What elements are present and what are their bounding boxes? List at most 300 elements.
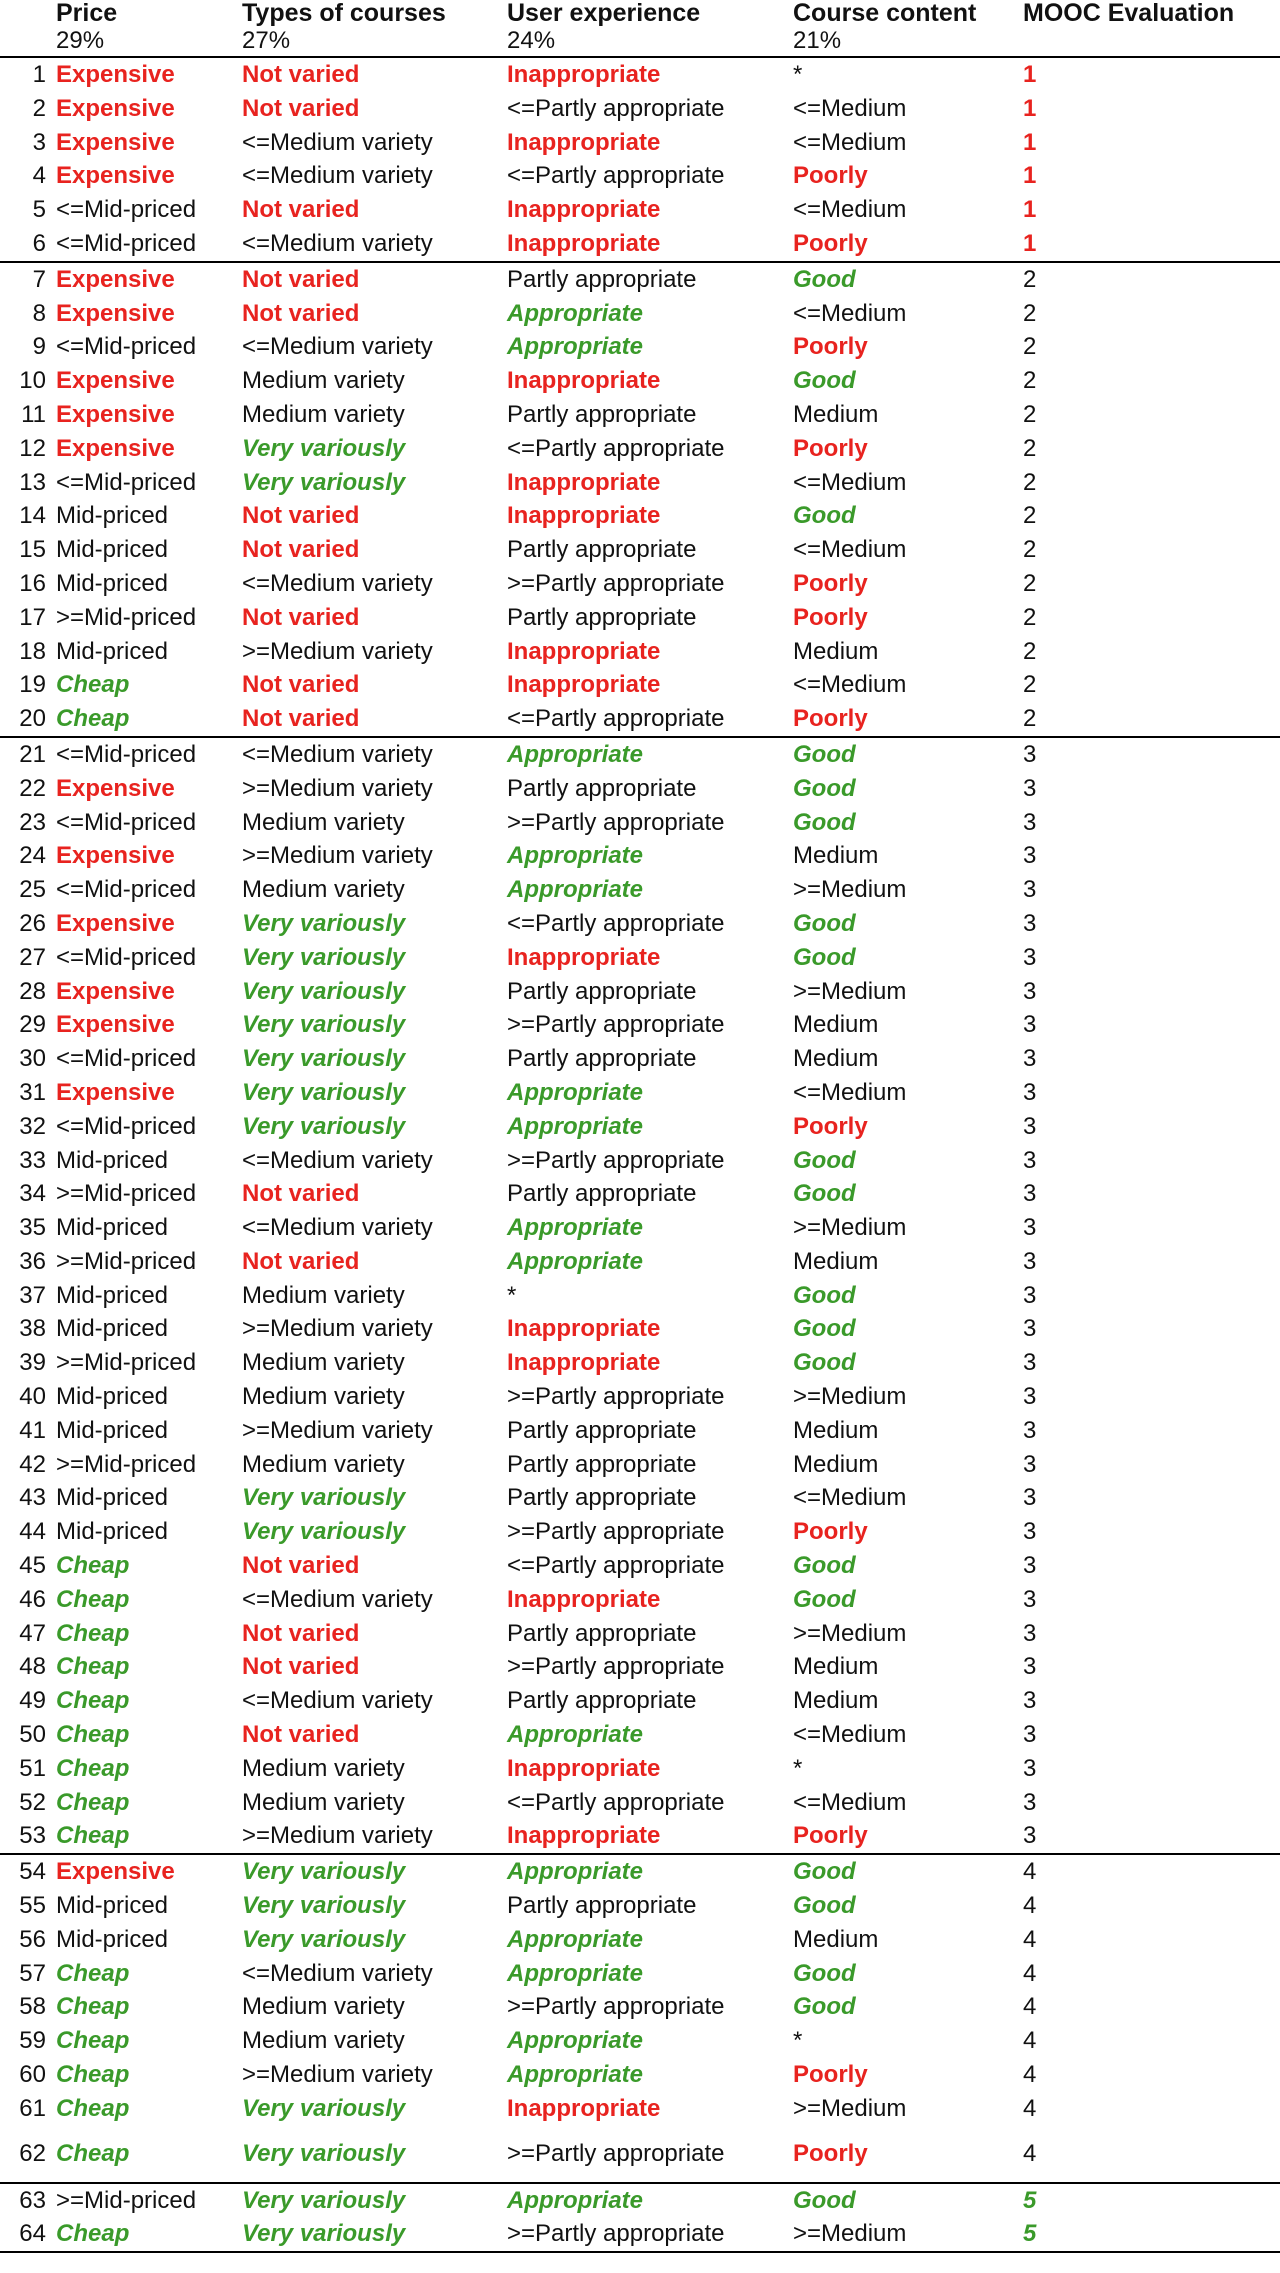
user-experience-cell: Appropriate [503, 2183, 789, 2218]
evaluation-cell: 2 [1023, 603, 1037, 631]
types-cell: Not varied [242, 1653, 360, 1681]
header-types: Types of courses [242, 0, 446, 26]
row-number: 31 [19, 1078, 46, 1106]
price-cell: >=Mid-priced [56, 603, 197, 631]
course-content-cell: Poorly [793, 434, 868, 462]
price-cell: Cheap [56, 2139, 130, 2167]
evaluation-cell: 3 [1023, 1484, 1037, 1512]
evaluation-cell: 2 [1019, 262, 1280, 297]
row-number: 61 [19, 2094, 46, 2122]
table-row [0, 1957, 1280, 1991]
course-content-cell: Medium [793, 1045, 879, 1073]
types-cell: Very variously [242, 1011, 406, 1039]
user-experience-cell: Appropriate [507, 1112, 644, 1140]
table-row [0, 635, 1280, 669]
price-cell: Cheap [56, 2027, 130, 2055]
user-experience-cell: Partly appropriate [507, 1484, 697, 1512]
types-cell: Not varied [242, 603, 360, 631]
course-content-cell: Good [793, 502, 856, 530]
course-content-cell: Poorly [793, 1112, 868, 1140]
price-cell: Cheap [52, 2217, 238, 2252]
evaluation-cell: 3 [1023, 1552, 1037, 1580]
user-experience-cell: Inappropriate [507, 502, 661, 530]
user-experience-cell: >=Partly appropriate [507, 808, 725, 836]
price-cell: Expensive [56, 1078, 175, 1106]
course-content-cell: <=Medium [793, 299, 907, 327]
evaluation-cell: 3 [1023, 1822, 1037, 1850]
price-cell: >=Mid-priced [52, 2183, 238, 2218]
evaluation-cell: 3 [1023, 1585, 1037, 1613]
table-row [0, 941, 1280, 975]
course-content-cell: Medium [793, 637, 879, 665]
user-experience-cell: Appropriate [507, 2061, 644, 2089]
row-number: 5 [32, 196, 46, 224]
price-cell: Mid-priced [56, 1383, 169, 1411]
types-cell: <=Medium variety [242, 1959, 433, 1987]
table-row [0, 262, 1280, 297]
user-experience-cell: <=Partly appropriate [507, 94, 725, 122]
evaluation-cell: 4 [1023, 1959, 1037, 1987]
evaluation-cell: 4 [1023, 2027, 1037, 2055]
course-content-cell: Poorly [793, 1822, 868, 1850]
course-content-cell: Medium [793, 1247, 879, 1275]
types-cell: Not varied [242, 705, 360, 733]
user-experience-cell: <=Partly appropriate [507, 1552, 725, 1580]
types-cell: Not varied [242, 671, 360, 699]
evaluation-cell: 3 [1023, 1281, 1037, 1309]
table-row [0, 567, 1280, 601]
evaluation-cell: 3 [1023, 1518, 1037, 1546]
course-content-cell: <=Medium [793, 1788, 907, 1816]
row-number: 64 [0, 2217, 52, 2252]
types-cell: <=Medium variety [242, 162, 433, 190]
evaluation-cell: 2 [1023, 367, 1037, 395]
price-cell: Mid-priced [56, 637, 169, 665]
evaluation-cell: 1 [1023, 196, 1037, 224]
course-content-cell: Medium [793, 1925, 879, 1953]
types-cell: <=Medium variety [242, 569, 433, 597]
price-cell: <=Mid-priced [56, 876, 197, 904]
price-cell: Cheap [56, 1687, 130, 1715]
table-row [0, 975, 1280, 1009]
evaluation-cell: 3 [1023, 1450, 1037, 1478]
evaluation-cell: 4 [1023, 2061, 1037, 2089]
user-experience-cell: >=Partly appropriate [507, 2139, 725, 2167]
evaluation-cell: 2 [1023, 705, 1037, 733]
types-cell: Not varied [242, 61, 360, 88]
types-cell: Very variously [242, 909, 406, 937]
evaluation-cell: 1 [1023, 128, 1037, 156]
row-number: 8 [32, 299, 46, 327]
price-cell: Cheap [56, 2061, 130, 2089]
user-experience-cell: Partly appropriate [507, 774, 697, 802]
row-number: 16 [19, 569, 46, 597]
table-row [0, 1481, 1280, 1515]
course-content-cell: Medium [793, 1011, 879, 1039]
user-experience-cell: Inappropriate [507, 671, 661, 699]
course-content-cell: Medium [793, 1687, 879, 1715]
row-number: 21 [0, 737, 52, 772]
price-cell: Mid-priced [56, 502, 169, 530]
table-row [0, 772, 1280, 806]
table-row [0, 1279, 1280, 1313]
course-content-cell: >=Medium [793, 1214, 907, 1242]
user-experience-cell: * [507, 1281, 517, 1309]
evaluation-cell: 3 [1023, 1078, 1037, 1106]
row-number: 27 [19, 943, 46, 971]
course-content-cell: * [793, 1754, 803, 1782]
row-number: 23 [19, 808, 46, 836]
price-cell: <=Mid-priced [56, 196, 197, 224]
row-number: 33 [19, 1146, 46, 1174]
user-experience-cell: <=Partly appropriate [507, 434, 725, 462]
user-experience-cell: Partly appropriate [507, 1180, 697, 1208]
row-number: 17 [19, 603, 46, 631]
evaluation-cell: 3 [1023, 876, 1037, 904]
row-number: 37 [19, 1281, 46, 1309]
price-cell: <=Mid-priced [56, 1112, 197, 1140]
types-cell: Very variously [242, 943, 406, 971]
price-cell: <=Mid-priced [56, 1045, 197, 1073]
course-content-cell: Poorly [793, 2139, 868, 2167]
evaluation-cell: 3 [1023, 774, 1037, 802]
evaluation-cell: 3 [1023, 909, 1037, 937]
user-experience-cell: Appropriate [507, 876, 644, 904]
price-cell: Cheap [56, 1822, 130, 1850]
course-content-cell: Good [793, 1959, 856, 1987]
row-number: 54 [0, 1854, 52, 1889]
course-content-cell: Good [793, 1993, 856, 2021]
price-cell: Mid-priced [56, 1892, 169, 1920]
row-number: 57 [19, 1959, 46, 1987]
row-number: 46 [19, 1585, 46, 1613]
evaluation-cell: 3 [1023, 1416, 1037, 1444]
user-experience-cell: Appropriate [507, 1721, 644, 1749]
table-row [0, 806, 1280, 840]
table-row [0, 1245, 1280, 1279]
user-experience-cell: >=Partly appropriate [503, 2217, 789, 2252]
types-cell: <=Medium variety [242, 1585, 433, 1613]
price-cell: Expensive [56, 842, 175, 870]
types-cell: >=Medium variety [242, 1822, 433, 1850]
types-cell: Very variously [242, 1925, 406, 1953]
price-cell: Expensive [56, 909, 175, 937]
user-experience-cell: Appropriate [507, 333, 644, 361]
row-number: 35 [19, 1214, 46, 1242]
row-number: 60 [19, 2061, 46, 2089]
user-experience-cell: Inappropriate [507, 128, 661, 156]
course-content-cell: Poorly [793, 2061, 868, 2089]
header-row [0, 0, 1280, 26]
price-cell: Mid-priced [56, 1925, 169, 1953]
evaluation-cell: 4 [1023, 2094, 1037, 2122]
row-number: 25 [19, 876, 46, 904]
user-experience-cell: Partly appropriate [507, 1687, 697, 1715]
row-number: 13 [19, 468, 46, 496]
course-content-cell: Good [793, 808, 856, 836]
table-body [0, 57, 1280, 2252]
types-cell: Very variously [242, 1518, 406, 1546]
price-cell: Mid-priced [56, 1146, 169, 1174]
types-cell: <=Medium variety [242, 1687, 433, 1715]
row-number: 56 [19, 1925, 46, 1953]
evaluation-cell: 4 [1023, 1925, 1037, 1953]
evaluation-cell: 2 [1023, 671, 1037, 699]
user-experience-cell: Appropriate [503, 1854, 789, 1889]
evaluation-cell: 3 [1023, 1349, 1037, 1377]
course-content-cell: Poorly [793, 229, 868, 257]
table-row [0, 1346, 1280, 1380]
row-number: 42 [19, 1450, 46, 1478]
row-number: 41 [19, 1416, 46, 1444]
weight-mooc-evaluation [1019, 26, 1280, 57]
price-cell: Cheap [56, 1721, 130, 1749]
user-experience-cell: Inappropriate [507, 1349, 661, 1377]
row-number: 48 [19, 1653, 46, 1681]
user-experience-cell: <=Partly appropriate [507, 909, 725, 937]
course-content-cell: <=Medium [793, 468, 907, 496]
price-cell: Cheap [56, 1653, 130, 1681]
types-cell: Medium variety [242, 1349, 405, 1377]
row-number: 24 [19, 842, 46, 870]
types-cell: <=Medium variety [242, 229, 433, 257]
evaluation-cell: 4 [1019, 1854, 1280, 1889]
course-content-cell: Good [793, 1349, 856, 1377]
evaluation-cell: 3 [1023, 1112, 1037, 1140]
evaluation-cell: 2 [1023, 400, 1037, 428]
types-cell: <=Medium variety [242, 128, 433, 156]
course-content-cell: Poorly [793, 569, 868, 597]
row-number: 59 [19, 2027, 46, 2055]
price-cell: Cheap [56, 705, 130, 733]
price-cell: Expensive [52, 1854, 238, 1889]
types-cell: Very variously [242, 1484, 406, 1512]
row-number: 1 [32, 61, 46, 88]
price-cell: Cheap [56, 1619, 130, 1647]
user-experience-cell: <=Partly appropriate [507, 162, 725, 190]
price-cell: Expensive [52, 262, 238, 297]
price-cell: Cheap [56, 1552, 130, 1580]
table-row [0, 1008, 1280, 1042]
user-experience-cell: Inappropriate [507, 61, 661, 88]
user-experience-cell: >=Partly appropriate [507, 1383, 725, 1411]
types-cell: Medium variety [242, 1450, 405, 1478]
types-cell: <=Medium variety [242, 333, 433, 361]
price-cell: Mid-priced [56, 569, 169, 597]
header-mooc-evaluation: MOOC Evaluation [1023, 0, 1235, 26]
weight-num [0, 26, 52, 57]
price-cell: <=Mid-priced [52, 737, 238, 772]
price-cell: Expensive [56, 400, 175, 428]
table-row [0, 2126, 1280, 2183]
types-cell: <=Medium variety [238, 737, 503, 772]
row-number: 3 [32, 128, 46, 156]
table-row [0, 702, 1280, 737]
evaluation-cell: 3 [1023, 1687, 1037, 1715]
table-row [0, 2058, 1280, 2092]
course-content-cell: Good [793, 909, 856, 937]
price-cell: <=Mid-priced [56, 468, 197, 496]
evaluation-cell: 2 [1023, 434, 1037, 462]
row-number: 32 [19, 1112, 46, 1140]
price-cell: Expensive [56, 367, 175, 395]
weights-row [0, 26, 1280, 57]
types-cell: >=Medium variety [242, 842, 433, 870]
types-cell: Very variously [242, 1112, 406, 1140]
course-content-cell: Good [793, 367, 856, 395]
user-experience-cell: Appropriate [507, 1247, 644, 1275]
user-experience-cell: Appropriate [507, 1959, 644, 1987]
user-experience-cell: >=Partly appropriate [507, 1518, 725, 1546]
user-experience-cell: Inappropriate [507, 367, 661, 395]
course-content-cell: Good [793, 1315, 856, 1343]
header-user-experience: User experience [507, 0, 701, 26]
table-row [0, 1549, 1280, 1583]
table-row [0, 1583, 1280, 1617]
types-cell: Medium variety [242, 1383, 405, 1411]
user-experience-cell: Appropriate [507, 1925, 644, 1953]
table-row [0, 1515, 1280, 1549]
price-cell: Cheap [56, 1788, 130, 1816]
types-cell: Very variously [238, 2217, 503, 2252]
types-cell: Not varied [242, 1619, 360, 1647]
price-cell: Expensive [56, 774, 175, 802]
course-content-cell: * [793, 2027, 803, 2055]
table-row [0, 227, 1280, 262]
price-cell: Cheap [56, 1754, 130, 1782]
weight-user-experience: 24% [503, 26, 789, 57]
types-cell: <=Medium variety [242, 1146, 433, 1174]
types-cell: Very variously [242, 1892, 406, 1920]
course-content-cell: Poorly [793, 1518, 868, 1546]
user-experience-cell: Partly appropriate [507, 1416, 697, 1444]
row-number: 11 [21, 400, 46, 428]
user-experience-cell: <=Partly appropriate [507, 705, 725, 733]
table-row [0, 1990, 1280, 2024]
price-cell: Expensive [56, 299, 175, 327]
types-cell: Very variously [242, 1045, 406, 1073]
user-experience-cell: Appropriate [507, 299, 644, 327]
evaluation-cell: 3 [1023, 1214, 1037, 1242]
row-number: 47 [19, 1619, 46, 1647]
price-cell: Expensive [56, 128, 175, 156]
course-content-cell: <=Medium [793, 671, 907, 699]
course-content-cell: Good [789, 2183, 1019, 2218]
row-number: 44 [19, 1518, 46, 1546]
evaluation-cell: 3 [1023, 1045, 1037, 1073]
user-experience-cell: Partly appropriate [507, 977, 697, 1005]
course-content-cell: Good [789, 1854, 1019, 1889]
header-course-content: Course content [793, 0, 977, 26]
user-experience-cell: Partly appropriate [507, 400, 697, 428]
course-content-cell: <=Medium [793, 196, 907, 224]
row-number: 9 [32, 333, 46, 361]
price-cell: Cheap [56, 1585, 130, 1613]
row-number: 53 [19, 1822, 46, 1850]
user-experience-cell: Appropriate [507, 2027, 644, 2055]
price-cell: <=Mid-priced [56, 333, 197, 361]
user-experience-cell: Appropriate [507, 842, 644, 870]
price-cell: Expensive [56, 977, 175, 1005]
types-cell: Medium variety [242, 1281, 405, 1309]
course-content-cell: <=Medium [793, 1721, 907, 1749]
course-content-cell: Poorly [793, 705, 868, 733]
course-content-cell: Medium [793, 1416, 879, 1444]
table-row [0, 126, 1280, 160]
table-row [0, 668, 1280, 702]
user-experience-cell: Partly appropriate [507, 536, 697, 564]
price-cell: Mid-priced [56, 1214, 169, 1242]
evaluation-cell: 2 [1023, 569, 1037, 597]
row-number: 15 [19, 536, 46, 564]
table-row [0, 737, 1280, 772]
evaluation-cell: 3 [1023, 943, 1037, 971]
user-experience-cell: Inappropriate [507, 468, 661, 496]
weight-price: 29% [52, 26, 238, 57]
course-content-cell: >=Medium [793, 1619, 907, 1647]
price-cell: Expensive [56, 1011, 175, 1039]
user-experience-cell: Appropriate [507, 1078, 644, 1106]
evaluation-cell: 3 [1023, 1788, 1037, 1816]
types-cell: Not varied [242, 536, 360, 564]
course-content-cell: <=Medium [793, 1484, 907, 1512]
evaluation-cell: 2 [1023, 637, 1037, 665]
header-price: Price [56, 0, 118, 26]
user-experience-cell: Partly appropriate [507, 1619, 697, 1647]
user-experience-cell: Inappropriate [507, 1315, 661, 1343]
evaluation-cell: 5 [1019, 2217, 1280, 2252]
row-number: 34 [19, 1180, 46, 1208]
price-cell: <=Mid-priced [56, 229, 197, 257]
course-content-cell: >=Medium [793, 1383, 907, 1411]
row-number: 12 [19, 434, 46, 462]
price-cell: Mid-priced [56, 1484, 169, 1512]
row-number: 29 [19, 1011, 46, 1039]
table-row [0, 1414, 1280, 1448]
price-cell: Cheap [56, 1959, 130, 1987]
course-content-cell: Good [793, 774, 856, 802]
course-content-cell: Medium [793, 842, 879, 870]
row-number: 50 [19, 1721, 46, 1749]
types-cell: Not varied [242, 502, 360, 530]
table-row [0, 2183, 1280, 2218]
table-row [0, 873, 1280, 907]
types-cell: Very variously [242, 2094, 406, 2122]
evaluation-cell: 3 [1023, 1247, 1037, 1275]
row-number: 4 [32, 162, 46, 190]
table-row [0, 398, 1280, 432]
weight-course-content: 21% [789, 26, 1019, 57]
user-experience-cell: Inappropriate [507, 1585, 661, 1613]
course-content-cell: Good [793, 1585, 856, 1613]
types-cell: Medium variety [242, 1993, 405, 2021]
evaluation-cell: 4 [1023, 1892, 1037, 1920]
price-cell: Mid-priced [56, 1315, 169, 1343]
user-experience-cell: Inappropriate [507, 196, 661, 224]
price-cell: Expensive [56, 61, 175, 88]
types-cell: Very variously [238, 2183, 503, 2218]
price-cell: Mid-priced [56, 1518, 169, 1546]
row-number: 52 [19, 1788, 46, 1816]
row-number: 28 [19, 977, 46, 1005]
table-row [0, 1684, 1280, 1718]
evaluation-cell: 3 [1023, 977, 1037, 1005]
types-cell: Medium variety [242, 1754, 405, 1782]
user-experience-cell: Inappropriate [507, 2094, 661, 2122]
user-experience-cell: <=Partly appropriate [507, 1788, 725, 1816]
types-cell: Medium variety [242, 367, 405, 395]
table-row [0, 466, 1280, 500]
